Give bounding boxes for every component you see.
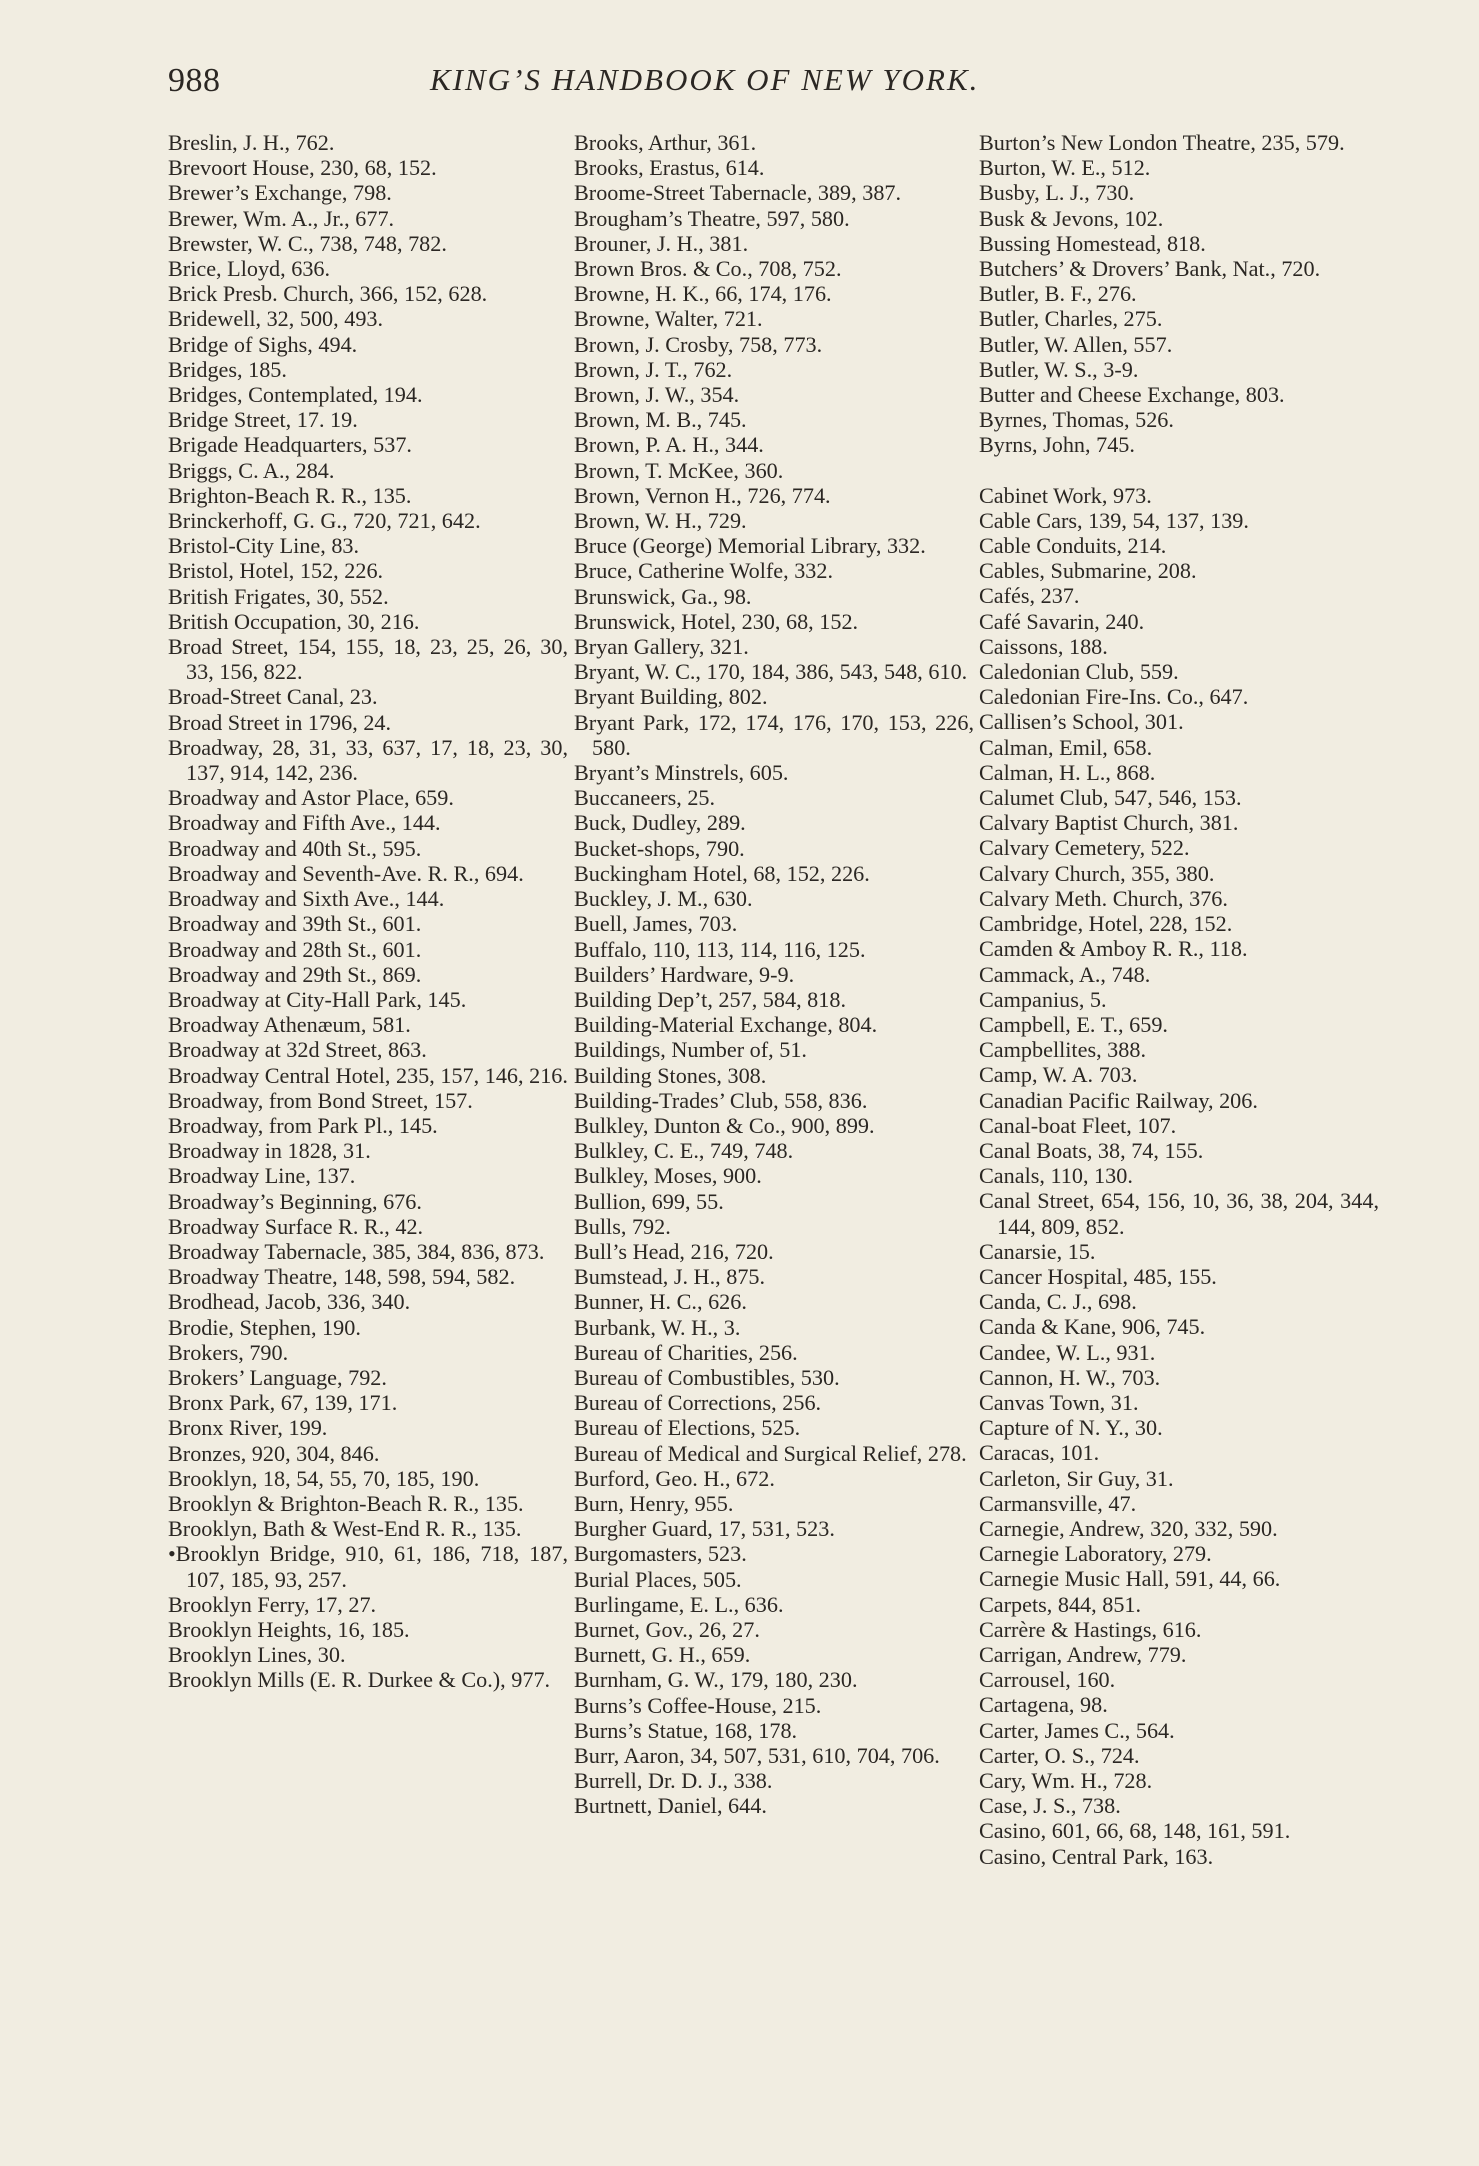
index-entry: Cambridge, Hotel, 228, 152. — [979, 911, 1233, 937]
index-entry: Cartagena, 98. — [979, 1692, 1108, 1718]
index-entry: Brooklyn, 18, 54, 55, 70, 185, 190. — [168, 1465, 480, 1491]
index-entry: Caracas, 101. — [979, 1440, 1100, 1466]
index-entry: •Brooklyn Bridge, 910, 61, 186, 718, 187, 107, 185, 93, 257. — [168, 1541, 568, 1592]
index-entry: Brokers’ Language, 792. — [168, 1364, 387, 1390]
index-entry: Browne, H. K., 66, 174, 176. — [574, 281, 832, 307]
index-entry: Brewer, Wm. A., Jr., 677. — [168, 205, 395, 231]
index-entry: Brown Bros. & Co., 708, 752. — [574, 256, 842, 282]
index-entry: Bronx Park, 67, 139, 171. — [168, 1390, 398, 1416]
index-entry: Broadway’s Beginning, 676. — [168, 1188, 422, 1214]
index-entry: Burrell, Dr. D. J., 338. — [574, 1768, 773, 1794]
index-entry: Bureau of Elections, 525. — [574, 1415, 801, 1441]
index-entry: Buck, Dudley, 289. — [574, 810, 746, 836]
index-entry: Campbellites, 388. — [979, 1037, 1147, 1063]
index-entry: Butler, Charles, 275. — [979, 306, 1163, 332]
index-entry: Brouner, J. H., 381. — [574, 230, 749, 256]
index-entry: Bureau of Medical and Surgical Relief, 278. — [574, 1440, 967, 1466]
index-entry: Carnegie, Andrew, 320, 332, 590. — [979, 1515, 1278, 1541]
index-entry: Cary, Wm. H., 728. — [979, 1768, 1153, 1793]
index-entry: Broadway and Astor Place, 659. — [168, 785, 454, 811]
index-entry: Campanius, 5. — [979, 986, 1107, 1012]
index-entry: Canal Street, 654, 156, 10, 36, 38, 204, 344, 144, 809, 852. — [979, 1188, 1379, 1239]
index-entry: Canda, C. J., 698. — [979, 1289, 1137, 1315]
index-entry: Butler, W. Allen, 557. — [979, 331, 1173, 357]
index-entry: Carrousel, 160. — [979, 1667, 1116, 1693]
index-entry: Bulls, 792. — [574, 1213, 671, 1239]
index-entry: Broadway, from Park Pl., 145. — [168, 1112, 438, 1138]
index-entry: Brewer’s Exchange, 798. — [168, 180, 392, 206]
index-entry: Byrnes, Thomas, 526. — [979, 407, 1174, 433]
index-entry: Calvary Cemetery, 522. — [979, 835, 1190, 861]
index-entry: Breslin, J. H., 762. — [168, 130, 335, 155]
index-entry: Burnett, G. H., 659. — [574, 1642, 751, 1668]
index-entry: Buffalo, 110, 113, 114, 116, 125. — [574, 936, 866, 962]
index-entry: Burgomasters, 523. — [574, 1541, 747, 1567]
index-entry: Busk & Jevons, 102. — [979, 205, 1164, 231]
index-entry: Caledonian Fire-Ins. Co., 647. — [979, 684, 1249, 710]
index-entry: Brooklyn, Bath & West-End R. R., 135. — [168, 1516, 522, 1542]
index-entry: Brick Presb. Church, 366, 152, 628. — [168, 281, 488, 307]
index-entry: Brooks, Erastus, 614. — [574, 155, 765, 181]
index-entry: Cannon, H. W., 703. — [979, 1364, 1161, 1390]
index-entry: Building Dep’t, 257, 584, 818. — [574, 986, 847, 1012]
index-entry: Broadway at 32d Street, 863. — [168, 1037, 427, 1063]
index-entry: Broadway and Seventh-Ave. R. R., 694. — [168, 860, 524, 886]
index-entry: Brunswick, Hotel, 230, 68, 152. — [574, 608, 859, 634]
index-entry: Brown, J. W., 354. — [574, 382, 740, 408]
index-entry: Bryant Building, 802. — [574, 684, 768, 710]
index-entry: Capture of N. Y., 30. — [979, 1415, 1163, 1441]
index-entry: Campbell, E. T., 659. — [979, 1011, 1168, 1037]
index-entry: Cammack, A., 748. — [979, 961, 1151, 987]
index-entry: Canadian Pacific Railway, 206. — [979, 1087, 1258, 1113]
index-entry: Bryan Gallery, 321. — [574, 634, 749, 660]
index-entry: Broadway Theatre, 148, 598, 594, 582. — [168, 1264, 516, 1290]
index-entry: Camden & Amboy R. R., 118. — [979, 936, 1248, 962]
index-entry: Carmansville, 47. — [979, 1490, 1137, 1516]
index-entry: Buell, James, 703. — [574, 911, 738, 937]
index-entry: Cable Conduits, 214. — [979, 533, 1167, 559]
index-entry: Canvas Town, 31. — [979, 1389, 1139, 1415]
index-entry: Burial Places, 505. — [574, 1566, 742, 1592]
index-entry: Bronzes, 920, 304, 846. — [168, 1440, 380, 1466]
index-entry: Bridges, Contemplated, 194. — [168, 382, 423, 408]
index-entry: Bunner, H. C., 626. — [574, 1289, 747, 1315]
index-entry — [979, 458, 1379, 483]
index-entry: Broadway and 39th St., 601. — [168, 911, 422, 937]
index-entry: Broad Street in 1796, 24. — [168, 709, 392, 735]
index-entry: Building-Trades’ Club, 558, 836. — [574, 1087, 868, 1113]
index-column-3 — [979, 130, 1379, 1869]
index-entry: Brewster, W. C., 738, 748, 782. — [168, 230, 447, 256]
index-entry: Broadway and Sixth Ave., 144. — [168, 886, 445, 912]
index-entry: Carnegie Laboratory, 279. — [979, 1541, 1212, 1567]
index-entry: Buckley, J. M., 630. — [574, 886, 753, 912]
index-entry: Bridge of Sighs, 494. — [168, 331, 358, 357]
index-entry: Broadway in 1828, 31. — [168, 1138, 371, 1164]
index-entry: Bull’s Head, 216, 720. — [574, 1238, 774, 1264]
index-entry: Bureau of Combustibles, 530. — [574, 1364, 840, 1390]
index-entry: Carleton, Sir Guy, 31. — [979, 1465, 1174, 1491]
index-entry: Broadway and 40th St., 595. — [168, 835, 422, 861]
index-entry: Broadway and Fifth Ave., 144. — [168, 810, 441, 836]
index-entry: Broadway, from Bond Street, 157. — [168, 1087, 473, 1113]
index-entry: Caledonian Club, 559. — [979, 659, 1179, 685]
index-entry: Brooks, Arthur, 361. — [574, 130, 757, 155]
index-entry: Buildings, Number of, 51. — [574, 1037, 807, 1063]
index-entry: Cancer Hospital, 485, 155. — [979, 1263, 1217, 1289]
index-entry: Caissons, 188. — [979, 633, 1108, 659]
index-entry: Calvary Baptist Church, 381. — [979, 810, 1239, 836]
index-column-2 — [574, 130, 974, 1819]
index-entry: Brooklyn & Brighton-Beach R. R., 135. — [168, 1490, 524, 1516]
index-entry: Brooklyn Mills (E. R. Durkee & Co.), 977. — [168, 1667, 551, 1693]
index-entry: Carnegie Music Hall, 591, 44, 66. — [979, 1566, 1281, 1592]
index-entry: Bureau of Corrections, 256. — [574, 1390, 822, 1416]
index-entry: Buccaneers, 25. — [574, 785, 716, 811]
index-entry: Calvary Meth. Church, 376. — [979, 885, 1228, 911]
index-entry: Brighton-Beach R. R., 135. — [168, 482, 412, 508]
index-entry: Carrère & Hastings, 616. — [979, 1616, 1202, 1642]
index-entry: Burbank, W. H., 3. — [574, 1314, 741, 1340]
index-entry: Brooklyn Ferry, 17, 27. — [168, 1591, 377, 1617]
index-entry: Butler, W. S., 3-9. — [979, 356, 1139, 382]
index-entry: Brougham’s Theatre, 597, 580. — [574, 205, 850, 231]
running-title: KING’S HANDBOOK OF NEW YORK. — [430, 62, 980, 97]
index-entry: Brokers, 790. — [168, 1339, 289, 1365]
index-entry: Brevoort House, 230, 68, 152. — [168, 155, 437, 181]
index-entry: Bucket-shops, 790. — [574, 835, 745, 861]
index-entry: Bumstead, J. H., 875. — [574, 1264, 766, 1290]
index-entry: Burns’s Statue, 168, 178. — [574, 1717, 798, 1743]
index-entry: Broad-Street Canal, 23. — [168, 684, 378, 710]
index-entry: Busby, L. J., 730. — [979, 180, 1135, 206]
index-entry: Broadway Surface R. R., 42. — [168, 1213, 424, 1239]
index-entry: Broad Street, 154, 155, 18, 23, 25, 26, 30, 33, 156, 822. — [168, 634, 568, 685]
index-entry: Broadway at City-Hall Park, 145. — [168, 986, 467, 1012]
index-entry: Bristol-City Line, 83. — [168, 533, 360, 559]
index-entry: Casino, Central Park, 163. — [979, 1843, 1214, 1869]
index-entry: Bridewell, 32, 500, 493. — [168, 306, 384, 332]
index-entry: Broadway and 28th St., 601. — [168, 936, 422, 962]
index-entry: Calman, H. L., 868. — [979, 759, 1156, 785]
page-header — [168, 62, 1198, 112]
page-number: 988 — [168, 62, 221, 99]
index-entry: Canal-boat Fleet, 107. — [979, 1112, 1177, 1138]
index-entry: Brice, Lloyd, 636. — [168, 256, 331, 282]
index-entry: Burlingame, E. L., 636. — [574, 1591, 784, 1617]
index-entry: Builders’ Hardware, 9-9. — [574, 961, 795, 987]
index-entry: Bulkley, Moses, 900. — [574, 1163, 762, 1189]
index-entry: Broadway and 29th St., 869. — [168, 961, 422, 987]
index-entry: Brooklyn Heights, 16, 185. — [168, 1616, 410, 1642]
index-entry: Burtnett, Daniel, 644. — [574, 1793, 767, 1819]
index-entry: Burford, Geo. H., 672. — [574, 1465, 775, 1491]
index-entry: Broadway Tabernacle, 385, 384, 836, 873. — [168, 1238, 545, 1264]
index-entry: Carrigan, Andrew, 779. — [979, 1641, 1187, 1667]
index-entry: Calman, Emil, 658. — [979, 734, 1153, 760]
index-entry: Bruce, Catherine Wolfe, 332. — [574, 558, 834, 584]
index-entry: Bryant, W. C., 170, 184, 386, 543, 548, 610. — [574, 659, 968, 685]
index-entry: Brodie, Stephen, 190. — [168, 1314, 361, 1340]
index-entry: Case, J. S., 738. — [979, 1793, 1121, 1819]
index-entry: British Frigates, 30, 552. — [168, 583, 389, 609]
index-entry: Brown, T. McKee, 360. — [574, 457, 784, 483]
index-entry: Broome-Street Tabernacle, 389, 387. — [574, 180, 902, 206]
index-entry: Bulkley, C. E., 749, 748. — [574, 1138, 794, 1164]
index-entry: Burton’s New London Theatre, 235, 579. — [979, 130, 1345, 155]
index-entry: Canals, 110, 130. — [979, 1163, 1133, 1189]
index-entry: British Occupation, 30, 216. — [168, 608, 420, 634]
index-entry: Cable Cars, 139, 54, 137, 139. — [979, 507, 1249, 533]
index-entry: Burgher Guard, 17, 531, 523. — [574, 1516, 835, 1542]
index-entry: Butler, B. F., 276. — [979, 281, 1137, 307]
index-entry: Brown, J. T., 762. — [574, 356, 733, 382]
index-entry: Butter and Cheese Exchange, 803. — [979, 382, 1285, 408]
index-entry: Bulkley, Dunton & Co., 900, 899. — [574, 1112, 875, 1138]
index-entry: Burnham, G. W., 179, 180, 230. — [574, 1667, 858, 1693]
index-entry: Bussing Homestead, 818. — [979, 230, 1206, 256]
index-entry: Canda & Kane, 906, 745. — [979, 1314, 1206, 1340]
index-entry: Camp, W. A. 703. — [979, 1062, 1138, 1088]
index-entry: Calumet Club, 547, 546, 153. — [979, 785, 1242, 811]
index-entry: Carter, O. S., 724. — [979, 1742, 1140, 1768]
index-entry: Cabinet Work, 973. — [979, 482, 1152, 508]
index-entry: Broadway Central Hotel, 235, 157, 146, 216. — [168, 1062, 568, 1088]
index-entry: Canal Boats, 38, 74, 155. — [979, 1137, 1204, 1163]
index-entry: Broadway Athenæum, 581. — [168, 1012, 411, 1038]
index-entry: Brown, Vernon H., 726, 774. — [574, 482, 831, 508]
index-entry: Byrns, John, 745. — [979, 432, 1135, 458]
index-entry: Bryant Park, 172, 174, 176, 170, 153, 226, 580. — [574, 709, 974, 760]
index-entry: Bruce (George) Memorial Library, 332. — [574, 533, 926, 559]
index-entry: Café Savarin, 240. — [979, 608, 1145, 634]
index-entry: Brunswick, Ga., 98. — [574, 583, 752, 609]
index-entry: Bryant’s Minstrels, 605. — [574, 760, 789, 786]
index-entry: Burr, Aaron, 34, 507, 531, 610, 704, 706. — [574, 1743, 940, 1768]
index-entry: Brodhead, Jacob, 336, 340. — [168, 1289, 411, 1315]
index-entry: Calvary Church, 355, 380. — [979, 860, 1215, 886]
index-entry: Callisen’s School, 301. — [979, 709, 1184, 735]
index-entry: Burns’s Coffee-House, 215. — [574, 1692, 822, 1718]
index-entry: Burnet, Gov., 26, 27. — [574, 1616, 760, 1642]
index-entry: Bullion, 699, 55. — [574, 1188, 724, 1214]
index-entry: Brinckerhoff, G. G., 720, 721, 642. — [168, 508, 481, 534]
index-entry: Brigade Headquarters, 537. — [168, 432, 412, 458]
index-entry: Canarsie, 15. — [979, 1238, 1096, 1264]
index-entry: Brooklyn Lines, 30. — [168, 1642, 346, 1668]
index-entry: Carpets, 844, 851. — [979, 1591, 1142, 1617]
index-entry: Building-Material Exchange, 804. — [574, 1012, 878, 1038]
index-entry: Candee, W. L., 931. — [979, 1339, 1156, 1365]
index-entry: Brown, P. A. H., 344. — [574, 432, 764, 458]
index-entry: Briggs, C. A., 284. — [168, 457, 335, 483]
index-entry: Cafés, 237. — [979, 583, 1080, 609]
index-entry: Bronx River, 199. — [168, 1415, 328, 1441]
index-entry: Bureau of Charities, 256. — [574, 1339, 798, 1365]
index-column-1 — [168, 130, 568, 1693]
index-entry: Burton, W. E., 512. — [979, 155, 1151, 181]
index-entry: Buckingham Hotel, 68, 152, 226. — [574, 860, 870, 886]
index-entry: Browne, Walter, 721. — [574, 306, 763, 332]
index-entry: Broadway, 28, 31, 33, 637, 17, 18, 23, 30, 137, 914, 142, 236. — [168, 734, 568, 786]
index-entry: Burn, Henry, 955. — [574, 1490, 734, 1516]
index-entry: Butchers’ & Drovers’ Bank, Nat., 720. — [979, 256, 1321, 282]
index-entry: Carter, James C., 564. — [979, 1717, 1175, 1743]
index-entry: Cables, Submarine, 208. — [979, 558, 1197, 584]
index-entry: Brown, W. H., 729. — [574, 508, 747, 534]
index-entry: Brown, J. Crosby, 758, 773. — [574, 331, 823, 357]
index-entry: Brown, M. B., 745. — [574, 407, 747, 433]
index-entry: Broadway Line, 137. — [168, 1163, 356, 1189]
index-entry: Building Stones, 308. — [574, 1062, 767, 1088]
index-entry: Bridge Street, 17. 19. — [168, 407, 358, 433]
index-entry: Casino, 601, 66, 68, 148, 161, 591. — [979, 1818, 1291, 1844]
index-entry: Bridges, 185. — [168, 356, 287, 382]
index-entry: Bristol, Hotel, 152, 226. — [168, 558, 384, 584]
